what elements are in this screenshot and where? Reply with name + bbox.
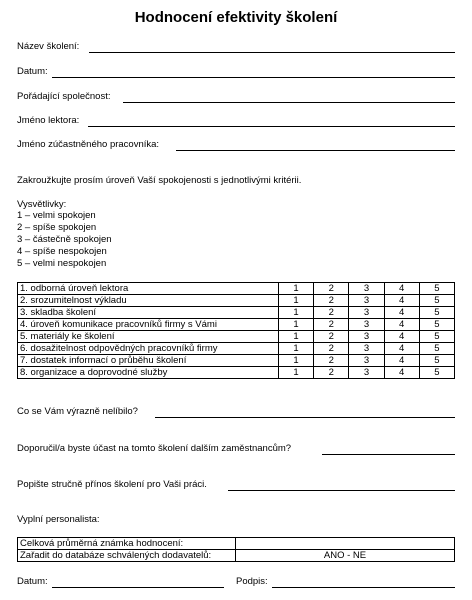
rating-option[interactable]: 5 <box>419 331 454 343</box>
average-grade-cell[interactable] <box>236 538 455 550</box>
rating-option[interactable]: 3 <box>349 319 384 331</box>
personnel-table <box>17 537 455 562</box>
legend-item: 5 – velmi nespokojen <box>17 258 107 269</box>
table-row <box>18 343 455 355</box>
rating-option[interactable]: 2 <box>314 355 349 367</box>
criterion-label: 3. skladba školení <box>18 307 279 319</box>
legend-item: 3 – částečně spokojen <box>17 234 112 245</box>
rating-option[interactable]: 4 <box>384 367 419 379</box>
field-training-name <box>17 41 79 52</box>
rating-option[interactable]: 2 <box>314 283 349 295</box>
criterion-label: 8. organizace a doprovodné služby <box>18 367 279 379</box>
criterion-label: 2. srozumitelnost výkladu <box>18 295 279 307</box>
field-employee <box>17 139 159 150</box>
footer-signature-label: Podpis: <box>236 576 268 587</box>
table-row <box>18 367 455 379</box>
rating-option[interactable]: 1 <box>278 307 313 319</box>
rating-option[interactable]: 2 <box>314 367 349 379</box>
field-label: Jméno lektora: <box>17 115 80 126</box>
rating-option[interactable]: 5 <box>419 343 454 355</box>
company-input-line[interactable] <box>123 102 455 103</box>
table-row <box>18 331 455 343</box>
rating-option[interactable]: 5 <box>419 283 454 295</box>
criterion-label: 6. dosažitelnost odpovědných pracovníků firmy <box>18 343 279 355</box>
field-label: Datum: <box>17 66 48 77</box>
field-lecturer <box>17 115 79 126</box>
question-recommend <box>17 443 291 454</box>
legend-heading: Vysvětlivky: <box>17 199 67 210</box>
footer-date-input-line[interactable] <box>52 587 224 588</box>
rating-option[interactable]: 1 <box>278 295 313 307</box>
table-row <box>18 550 455 562</box>
signature-input-line[interactable] <box>272 587 455 588</box>
rating-option[interactable]: 3 <box>349 367 384 379</box>
rating-option[interactable]: 2 <box>314 295 349 307</box>
criterion-label: 7. dostatek informací o průběhu školení <box>18 355 279 367</box>
instruction-text: Zakroužkujte prosím úroveň Vaší spokojenosti s jednotlivými kritérii. <box>17 175 302 186</box>
criteria-table <box>17 282 455 379</box>
question-label: Doporučil/a byste účast na tomto školení dalším zaměstnancům? <box>17 443 292 454</box>
footer-signature <box>236 576 268 587</box>
rating-option[interactable]: 1 <box>278 367 313 379</box>
rating-option[interactable]: 1 <box>278 283 313 295</box>
personnel-label: Celková průměrná známka hodnocení: <box>18 538 236 550</box>
benefit-input-line[interactable] <box>228 490 455 491</box>
footer-date-label: Datum: <box>17 576 48 587</box>
rating-option[interactable]: 4 <box>384 283 419 295</box>
footer-date <box>17 576 48 587</box>
rating-option[interactable]: 3 <box>349 283 384 295</box>
rating-option[interactable]: 5 <box>419 319 454 331</box>
field-label: Pořádající společnost: <box>17 91 111 102</box>
disliked-input-line[interactable] <box>155 417 455 418</box>
approval-choice-cell[interactable]: ANO - NE <box>236 550 455 562</box>
personnel-heading: Vyplní personalista: <box>17 514 100 525</box>
rating-option[interactable]: 1 <box>278 355 313 367</box>
rating-option[interactable]: 5 <box>419 307 454 319</box>
table-row <box>18 319 455 331</box>
table-row <box>18 538 455 550</box>
training-name-input-line[interactable] <box>89 52 455 53</box>
rating-option[interactable]: 1 <box>278 331 313 343</box>
personnel-label: Zařadit do databáze schválených dodavatelů: <box>18 550 236 562</box>
field-label: Název školení: <box>17 41 80 52</box>
question-label: Co se Vám výrazně nelíbilo? <box>17 406 138 417</box>
question-disliked <box>17 406 138 417</box>
recommend-input-line[interactable] <box>322 454 455 455</box>
rating-option[interactable]: 1 <box>278 343 313 355</box>
rating-option[interactable]: 4 <box>384 331 419 343</box>
rating-option[interactable]: 2 <box>314 331 349 343</box>
legend-item: 1 – velmi spokojen <box>17 210 96 221</box>
form-title: Hodnocení efektivity školení <box>134 9 338 26</box>
criterion-label: 1. odborná úroveň lektora <box>18 283 279 295</box>
table-row <box>18 283 455 295</box>
rating-option[interactable]: 3 <box>349 343 384 355</box>
field-date <box>17 66 48 77</box>
table-row <box>18 307 455 319</box>
question-benefit <box>17 479 207 490</box>
date-input-line[interactable] <box>52 77 455 78</box>
rating-option[interactable]: 4 <box>384 295 419 307</box>
rating-option[interactable]: 4 <box>384 355 419 367</box>
rating-option[interactable]: 3 <box>349 355 384 367</box>
rating-option[interactable]: 1 <box>278 319 313 331</box>
rating-option[interactable]: 4 <box>384 343 419 355</box>
rating-option[interactable]: 4 <box>384 307 419 319</box>
field-company <box>17 91 110 102</box>
rating-option[interactable]: 3 <box>349 295 384 307</box>
rating-option[interactable]: 3 <box>349 307 384 319</box>
employee-input-line[interactable] <box>176 150 455 151</box>
table-row <box>18 295 455 307</box>
rating-option[interactable]: 5 <box>419 355 454 367</box>
criterion-label: 4. úroveň komunikace pracovníků firmy s Vámi <box>18 319 279 331</box>
rating-option[interactable]: 5 <box>419 295 454 307</box>
lecturer-input-line[interactable] <box>88 126 455 127</box>
question-label: Popište stručně přínos školení pro Vaši práci. <box>17 479 207 490</box>
criterion-label: 5. materiály ke školení <box>18 331 279 343</box>
rating-option[interactable]: 2 <box>314 307 349 319</box>
table-row <box>18 355 455 367</box>
legend-item: 2 – spíše spokojen <box>17 222 97 233</box>
rating-option[interactable]: 5 <box>419 367 454 379</box>
rating-option[interactable]: 2 <box>314 319 349 331</box>
legend-item: 4 – spíše nespokojen <box>17 246 107 257</box>
rating-option[interactable]: 2 <box>314 343 349 355</box>
field-label: Jméno zúčastněného pracovníka: <box>17 139 160 150</box>
rating-option[interactable]: 4 <box>384 319 419 331</box>
rating-option[interactable]: 3 <box>349 331 384 343</box>
